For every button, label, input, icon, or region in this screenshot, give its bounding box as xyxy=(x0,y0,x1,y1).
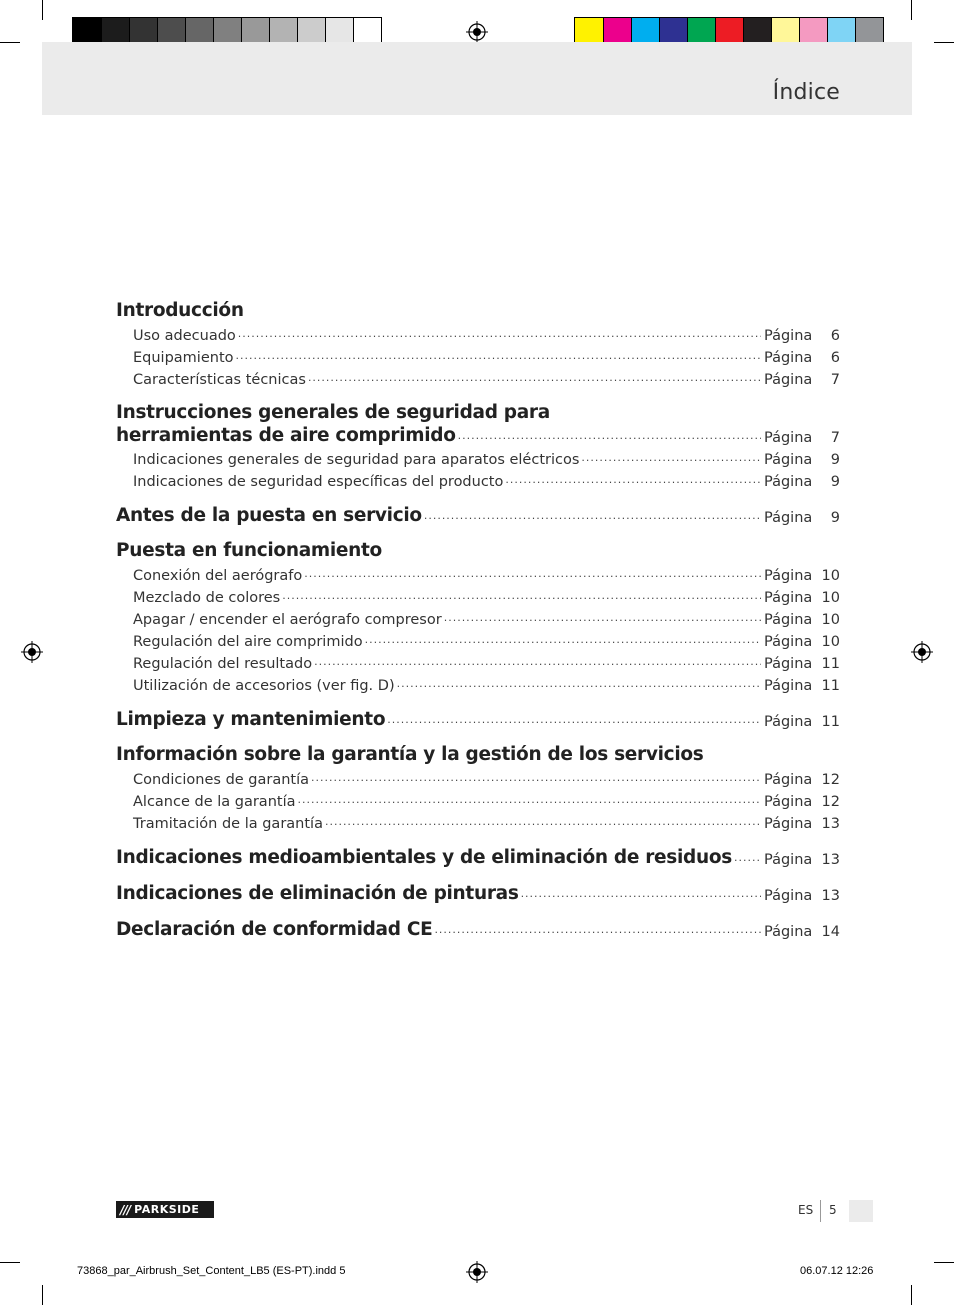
toc-entry xyxy=(116,650,840,672)
crop-mark xyxy=(911,0,912,20)
toc-page-number: 11 xyxy=(821,714,840,730)
toc-section-title: Introducción xyxy=(116,300,244,321)
toc-section-entry xyxy=(116,846,840,868)
page-title: Índice xyxy=(772,80,840,105)
parkside-logo xyxy=(116,1201,214,1218)
toc-entry-label: Conexión del aerógrafo xyxy=(133,568,303,584)
toc-section-entry xyxy=(116,708,840,730)
toc-section-title: Indicaciones medioambientales y de eliminación de residuos xyxy=(116,847,732,868)
toc-page-number: 11 xyxy=(821,656,840,672)
registration-mark-icon xyxy=(911,641,933,663)
dot-leader xyxy=(238,327,761,340)
toc-section xyxy=(116,744,840,832)
page-word: Página xyxy=(764,372,813,388)
toc-entry-label: Apagar / encender el aerógrafo compresor xyxy=(133,612,442,628)
dot-leader xyxy=(314,655,761,668)
toc-entry xyxy=(116,344,840,366)
page-word: Página xyxy=(764,452,813,468)
dot-leader xyxy=(282,589,761,602)
dot-leader xyxy=(304,567,761,580)
dot-leader xyxy=(297,793,761,806)
dot-leader xyxy=(424,509,761,522)
toc-entry xyxy=(116,562,840,584)
page-word: Página xyxy=(764,714,813,730)
dot-leader xyxy=(236,349,762,362)
toc-entry xyxy=(116,810,840,832)
toc-entry xyxy=(116,628,840,650)
page-word: Página xyxy=(764,590,813,606)
dot-leader xyxy=(458,429,761,442)
toc-entry-label: Tramitación de la garantía xyxy=(133,816,323,832)
page-word: Página xyxy=(764,350,813,366)
crop-mark xyxy=(42,1285,43,1305)
toc-page-number: 10 xyxy=(821,634,840,650)
page-word: Página xyxy=(764,568,813,584)
toc-entry-label: Regulación del resultado xyxy=(133,656,313,672)
toc-section-title: Puesta en funcionamiento xyxy=(116,540,382,561)
toc-section xyxy=(116,882,840,904)
toc-page-number: 12 xyxy=(821,794,840,810)
page-word: Página xyxy=(764,612,813,628)
dot-leader xyxy=(734,851,761,864)
toc-section xyxy=(116,846,840,868)
toc-section-entry xyxy=(116,918,840,940)
toc-entry xyxy=(116,446,840,468)
toc-entry xyxy=(116,766,840,788)
page-word: Página xyxy=(764,474,813,490)
crop-mark xyxy=(0,42,20,43)
toc-section-title: Limpieza y mantenimiento xyxy=(116,709,386,730)
toc-page-number: 14 xyxy=(821,924,840,940)
page-word: Página xyxy=(764,888,813,904)
toc-entry xyxy=(116,366,840,388)
dot-leader xyxy=(365,633,761,646)
dot-leader xyxy=(505,473,761,486)
page-word: Página xyxy=(764,794,813,810)
registration-mark-icon xyxy=(21,641,43,663)
dot-leader xyxy=(397,677,761,690)
crop-mark xyxy=(0,1262,20,1263)
toc-page-number: 9 xyxy=(830,510,840,526)
dot-leader xyxy=(387,713,761,726)
language-code: ES xyxy=(798,1203,814,1217)
dot-leader xyxy=(325,815,761,828)
toc-entry xyxy=(116,788,840,810)
page-word: Página xyxy=(764,924,813,940)
toc-entry xyxy=(116,468,840,490)
page-word: Página xyxy=(764,656,813,672)
toc-section-title: herramientas de aire comprimido xyxy=(116,425,456,446)
toc-page-number: 7 xyxy=(830,430,840,446)
toc-entry xyxy=(116,584,840,606)
footer-divider xyxy=(820,1200,821,1222)
toc-page-number: 10 xyxy=(821,568,840,584)
footer-tab xyxy=(849,1200,873,1222)
toc-section-title: Información sobre la garantía y la gestión de los servicios xyxy=(116,744,704,765)
registration-mark-icon xyxy=(466,1261,488,1283)
logo-brand-text: PARKSIDE xyxy=(134,1203,200,1216)
page-word: Página xyxy=(764,772,813,788)
toc-entry-label: Regulación del aire comprimido xyxy=(133,634,363,650)
toc-page-number: 13 xyxy=(821,852,840,868)
crop-mark xyxy=(42,0,43,20)
toc-entry-label: Indicaciones generales de seguridad para aparatos eléctricos xyxy=(133,452,580,468)
toc-entry-label: Mezclado de colores xyxy=(133,590,281,606)
toc-section xyxy=(116,300,840,388)
toc-section-title: Indicaciones de eliminación de pinturas xyxy=(116,883,519,904)
toc-section-title: Antes de la puesta en servicio xyxy=(116,505,422,526)
slug-filename: 73868_par_Airbrush_Set_Content_LB5 (ES-PT).indd 5 xyxy=(77,1265,346,1277)
toc-section xyxy=(116,504,840,526)
table-of-contents xyxy=(116,300,840,954)
slug-date: 06.07.12 12:26 xyxy=(800,1265,874,1277)
dot-leader xyxy=(311,771,761,784)
page-word: Página xyxy=(764,816,813,832)
registration-mark-icon xyxy=(466,21,488,43)
toc-section xyxy=(116,402,840,490)
toc-entry-label: Utilización de accesorios (ver fig. D) xyxy=(133,678,395,694)
toc-section xyxy=(116,918,840,940)
toc-entry-label: Alcance de la garantía xyxy=(133,794,296,810)
toc-page-number: 6 xyxy=(830,350,840,366)
toc-section-entry xyxy=(116,504,840,526)
toc-section xyxy=(116,708,840,730)
toc-page-number: 13 xyxy=(821,816,840,832)
toc-page-number: 6 xyxy=(830,328,840,344)
toc-section xyxy=(116,540,840,694)
page-word: Página xyxy=(764,430,813,446)
toc-entry-label: Indicaciones de seguridad específicas del producto xyxy=(133,474,504,490)
toc-page-number: 11 xyxy=(821,678,840,694)
page-number: 5 xyxy=(829,1203,837,1217)
toc-page-number: 7 xyxy=(830,372,840,388)
toc-entry-label: Condiciones de garantía xyxy=(133,772,310,788)
toc-section-title: Instrucciones generales de seguridad para xyxy=(116,402,550,423)
toc-entry-label: Uso adecuado xyxy=(133,328,236,344)
page-word: Página xyxy=(764,852,813,868)
toc-page-number: 10 xyxy=(821,612,840,628)
toc-page-number: 9 xyxy=(830,452,840,468)
dot-leader xyxy=(308,371,761,384)
crop-mark xyxy=(934,1262,954,1263)
toc-entry xyxy=(116,672,840,694)
toc-section-entry xyxy=(116,424,840,446)
crop-mark xyxy=(934,42,954,43)
toc-entry-label: Equipamiento xyxy=(133,350,234,366)
dot-leader xyxy=(444,611,761,624)
toc-entry-label: Características técnicas xyxy=(133,372,306,388)
toc-section-title: Declaración de conformidad CE xyxy=(116,919,433,940)
dot-leader xyxy=(434,923,761,936)
dot-leader xyxy=(521,887,761,900)
toc-page-number: 10 xyxy=(821,590,840,606)
page-word: Página xyxy=(764,510,813,526)
page-word: Página xyxy=(764,634,813,650)
toc-entry xyxy=(116,606,840,628)
page-word: Página xyxy=(764,328,813,344)
toc-page-number: 12 xyxy=(821,772,840,788)
crop-mark xyxy=(911,1285,912,1305)
dot-leader xyxy=(581,451,761,464)
page-word: Página xyxy=(764,678,813,694)
toc-page-number: 13 xyxy=(821,888,840,904)
toc-section-entry xyxy=(116,882,840,904)
toc-entry xyxy=(116,322,840,344)
logo-slashes: /// xyxy=(120,1202,131,1217)
toc-page-number: 9 xyxy=(830,474,840,490)
